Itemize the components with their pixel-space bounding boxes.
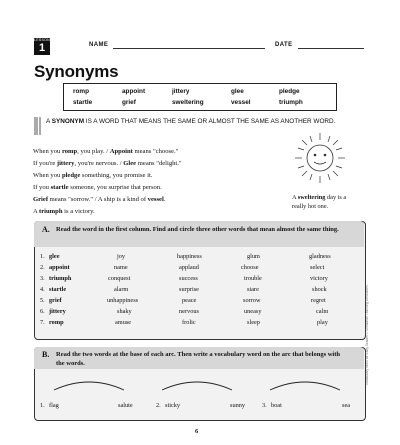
date-label: DATE bbox=[275, 42, 293, 48]
target-word: jittery bbox=[49, 308, 66, 315]
word-box-word: jittery bbox=[172, 88, 190, 95]
side-credit: Vocabulary Work for Early Grades © Scholastic Teaching Resources bbox=[365, 285, 369, 385]
target-word: glee bbox=[49, 253, 60, 260]
example-sentence: Grief means "sorrow." / A ship is a kind of vessel. bbox=[33, 196, 166, 203]
section-b-instruction: Read the two words at the base of each arc. Then write a vocabulary word on the arc that belongs with the words. bbox=[56, 351, 341, 367]
definition-accent-bar bbox=[39, 117, 41, 135]
section-b-content bbox=[34, 347, 364, 419]
word-box-word: startle bbox=[73, 99, 93, 106]
arc-base-word-right: sea bbox=[342, 402, 351, 409]
page-title: Synonyms bbox=[34, 62, 119, 81]
option-word[interactable]: conquest bbox=[108, 275, 131, 282]
arc-base-word-left: flag bbox=[49, 402, 59, 409]
name-label: NAME bbox=[89, 42, 109, 48]
option-word[interactable]: peace bbox=[182, 297, 197, 304]
answer-arc-1 bbox=[54, 382, 124, 390]
option-word[interactable]: shaky bbox=[117, 308, 132, 315]
arc-item-number: 3. bbox=[262, 402, 267, 409]
answer-arcs bbox=[34, 372, 364, 394]
section-a-letter: A. bbox=[42, 225, 50, 234]
target-word: appoint bbox=[49, 264, 70, 271]
option-word[interactable]: trouble bbox=[244, 275, 262, 282]
word-box bbox=[63, 83, 337, 111]
section-b-letter: B. bbox=[42, 350, 50, 359]
target-word: romp bbox=[49, 319, 64, 326]
sun-caption: A sweltering day is a really hot one. bbox=[292, 194, 347, 210]
word-box-word: pledge bbox=[279, 88, 300, 95]
definition-term: SYNONYM bbox=[51, 118, 85, 125]
option-word[interactable]: happiness bbox=[177, 253, 202, 260]
answer-arc-2 bbox=[162, 382, 232, 390]
arc-base-word-right: sunny bbox=[230, 402, 246, 409]
option-word[interactable]: unhappiness bbox=[107, 297, 139, 304]
lesson-number: 1 bbox=[38, 42, 46, 54]
option-word[interactable]: alarm bbox=[114, 286, 129, 293]
option-word[interactable]: calm bbox=[316, 308, 329, 315]
word-box-word: romp bbox=[73, 88, 89, 95]
target-word: startle bbox=[49, 286, 67, 293]
example-sentence: If you startle someone, you surprise that person. bbox=[33, 184, 162, 191]
target-word: triumph bbox=[49, 275, 72, 282]
arc-base-word-left: boat bbox=[271, 402, 282, 409]
option-word[interactable]: shock bbox=[312, 286, 327, 293]
word-box-word: triumph bbox=[279, 99, 303, 106]
option-word[interactable]: play bbox=[317, 319, 328, 326]
option-word[interactable]: gladness bbox=[309, 253, 331, 260]
date-field-line[interactable] bbox=[298, 48, 364, 49]
arc-item-number: 2. bbox=[156, 402, 161, 409]
arc-base-word-right: salute bbox=[118, 402, 133, 409]
option-word[interactable]: sorrow bbox=[243, 297, 261, 304]
option-word[interactable]: amuse bbox=[115, 319, 132, 326]
word-box-word: vessel bbox=[231, 99, 251, 106]
example-sentence: When you romp, you play. / Appoint means "choose." bbox=[33, 148, 179, 155]
option-word[interactable]: uneasy bbox=[244, 308, 262, 315]
section-a-instruction: Read the word in the first column. Find and circle three other words that mean almost the same thing. bbox=[56, 226, 339, 233]
option-word[interactable]: regret bbox=[311, 297, 326, 304]
answer-arc-3 bbox=[270, 382, 340, 390]
example-sentence: When you pledge something, you promise it. bbox=[33, 172, 153, 179]
example-sentence: A triumph is a victory. bbox=[33, 208, 95, 215]
option-word[interactable]: joy bbox=[117, 253, 126, 260]
section-a-content: A. Read the word in the first column. Find and circle three other words that mean almost the same thing. 1. glee joy happiness glum gladness 2. appoint name applaud choose select 3. triumph conquest success trouble victory 4. startle alarm surprise stare shock 5. grief unhappiness peace sorrow regret 6. jittery shaky nervous uneasy calm 7. romp amuse frolic sleep play bbox=[34, 221, 364, 338]
option-word[interactable]: select bbox=[310, 264, 325, 271]
word-box-word: sweltering bbox=[172, 99, 204, 106]
arc-item-number: 1. bbox=[40, 402, 45, 409]
option-word[interactable]: surprise bbox=[179, 286, 199, 293]
definition-pre: A bbox=[46, 118, 50, 125]
word-box-word: appoint bbox=[122, 88, 146, 95]
definition-post: IS A WORD THAT MEANS THE SAME OR ALMOST THE SAME AS ANOTHER WORD. bbox=[85, 118, 336, 125]
option-word[interactable]: nervous bbox=[179, 308, 199, 315]
target-word: grief bbox=[49, 297, 62, 304]
option-word[interactable]: name bbox=[114, 264, 128, 271]
name-field-line[interactable] bbox=[113, 48, 265, 49]
option-word[interactable]: frolic bbox=[182, 319, 196, 326]
option-word[interactable]: choose bbox=[241, 264, 259, 271]
example-sentence: If you're jittery, you're nervous. / Glee means "delight." bbox=[33, 160, 182, 167]
word-box-word: glee bbox=[231, 88, 244, 95]
sun-icon bbox=[290, 128, 350, 188]
option-word[interactable]: applaud bbox=[179, 264, 199, 271]
option-word[interactable]: stare bbox=[247, 286, 259, 293]
page-number: 6 bbox=[195, 428, 199, 435]
lesson-label: LESSON bbox=[34, 38, 50, 42]
option-word[interactable]: glum bbox=[247, 253, 260, 260]
option-word[interactable]: success bbox=[179, 275, 198, 282]
word-box-word: grief bbox=[122, 99, 136, 106]
definition-text bbox=[46, 117, 336, 126]
option-word[interactable]: victory bbox=[310, 275, 328, 282]
option-word[interactable]: sleep bbox=[247, 319, 260, 326]
definition-accent-bar bbox=[34, 117, 38, 135]
lesson-badge bbox=[34, 38, 50, 55]
arc-base-word-left: sticky bbox=[165, 402, 181, 409]
